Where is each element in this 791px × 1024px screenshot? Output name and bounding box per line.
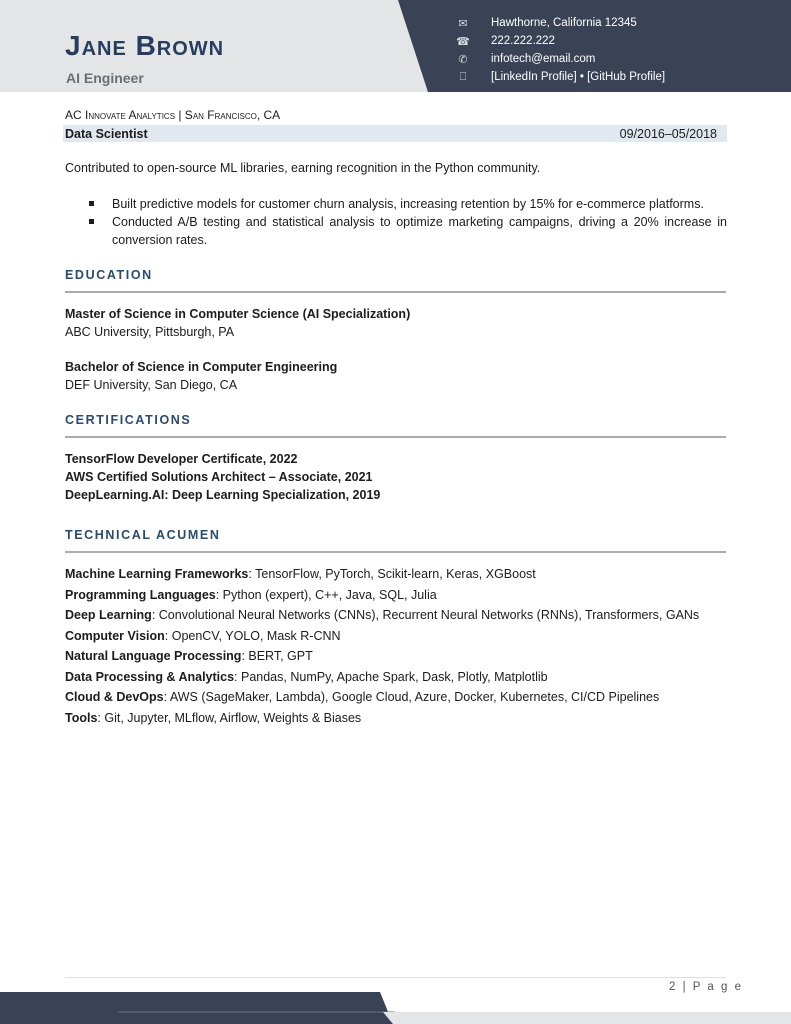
bullet-square-icon bbox=[89, 201, 94, 206]
contact-text: [LinkedIn Profile] • [GitHub Profile] bbox=[491, 71, 666, 83]
job-title: Data Scientist bbox=[65, 126, 148, 141]
contact-row bbox=[454, 14, 665, 32]
contact-row bbox=[454, 68, 665, 86]
skill-label: Data Processing & Analytics bbox=[65, 669, 235, 684]
skill-value: : BERT, GPT bbox=[241, 649, 313, 663]
certification: AWS Certified Solutions Architect – Associate, 2021 bbox=[65, 470, 373, 484]
school: DEF University, San Diego, CA bbox=[65, 378, 238, 392]
skill-value: : OpenCV, YOLO, Mask R-CNN bbox=[164, 628, 341, 643]
company-line: AC Innovate Analytics | San Francisco, CA bbox=[65, 108, 281, 122]
education-divider bbox=[65, 291, 726, 293]
page-number: 2 | P a g e bbox=[669, 981, 744, 993]
education-heading: EDUCATION bbox=[65, 268, 153, 282]
school: ABC University, Pittsburgh, PA bbox=[65, 325, 235, 339]
skill-value: : AWS (SageMaker, Lambda), Google Cloud, Azure, Docker, Kubernetes, CI/CD Pipelines bbox=[163, 690, 660, 704]
laptop-icon: ⎕ bbox=[459, 70, 467, 83]
skill-value: : Convolutional Neural Networks (CNNs), Recurrent Neural Networks (RNNs), Transformers, GANs bbox=[151, 608, 700, 622]
skill-line bbox=[65, 647, 699, 668]
certification: TensorFlow Developer Certificate, 2022 bbox=[65, 452, 298, 466]
job-title-bar bbox=[63, 125, 727, 142]
certifications-heading: CERTIFICATIONS bbox=[65, 413, 192, 427]
skill-label: Programming Languages bbox=[65, 587, 216, 602]
phone-icon: ☎ bbox=[456, 35, 470, 48]
address-icon: ✉ bbox=[458, 17, 468, 30]
contact-text: Hawthorne, California 12345 bbox=[491, 17, 637, 29]
degree: Master of Science in Computer Science (AI Specialization) bbox=[65, 307, 411, 321]
skills-divider bbox=[65, 551, 726, 553]
skill-label: Natural Language Processing bbox=[65, 649, 242, 663]
skill-label: Tools bbox=[65, 710, 98, 725]
bullet-text: Built predictive models for customer churn analysis, increasing retention by 15% for e-commerce platforms. bbox=[112, 197, 704, 211]
contact-row bbox=[454, 50, 665, 68]
job-bullet bbox=[65, 195, 727, 213]
certifications-divider bbox=[65, 436, 726, 438]
footer-band bbox=[0, 992, 791, 1024]
email-icon: ✆ bbox=[458, 53, 468, 66]
bullet-text: Conducted A/B testing and statistical analysis to optimize marketing campaigns, driving a 20% increase in conversion rates. bbox=[112, 215, 727, 247]
skill-line bbox=[65, 688, 699, 709]
degree: Bachelor of Science in Computer Engineering bbox=[65, 360, 338, 374]
skill-line bbox=[65, 627, 699, 648]
education-entry bbox=[65, 305, 410, 341]
job-bullets bbox=[65, 195, 727, 249]
skill-line bbox=[65, 709, 699, 730]
contact-text: 222.222.222 bbox=[491, 35, 555, 47]
skill-line bbox=[65, 565, 699, 586]
contact-row bbox=[454, 32, 665, 50]
job-dates: 09/2016–05/2018 bbox=[619, 126, 717, 141]
contact-text: infotech@email.com bbox=[491, 53, 596, 65]
skill-value: : TensorFlow, PyTorch, Scikit-learn, Keras, XGBoost bbox=[248, 567, 536, 581]
education-entry bbox=[65, 358, 337, 394]
job-bullet bbox=[65, 213, 727, 249]
skill-line bbox=[65, 586, 699, 607]
skill-label: Machine Learning Frameworks bbox=[65, 567, 249, 581]
contact-info bbox=[454, 14, 665, 86]
footer-divider bbox=[65, 977, 726, 978]
candidate-name: Jane Brown bbox=[65, 30, 225, 61]
skill-line bbox=[65, 606, 699, 627]
candidate-title: AI Engineer bbox=[66, 70, 144, 86]
skill-label: Deep Learning bbox=[65, 608, 152, 622]
skill-value: : Pandas, NumPy, Apache Spark, Dask, Plotly, Matplotlib bbox=[234, 669, 548, 684]
skill-value: : Git, Jupyter, MLflow, Airflow, Weights & Biases bbox=[97, 710, 362, 725]
skill-label: Cloud & DevOps bbox=[65, 690, 164, 704]
bullet-square-icon bbox=[89, 219, 94, 224]
certifications-list bbox=[65, 450, 380, 504]
skills-list bbox=[65, 565, 699, 729]
skill-label: Computer Vision bbox=[65, 628, 165, 643]
skill-line bbox=[65, 668, 699, 689]
certification: DeepLearning.AI: Deep Learning Specialization, 2019 bbox=[65, 488, 381, 502]
skill-value: : Python (expert), C++, Java, SQL, Julia bbox=[215, 587, 437, 602]
skills-heading: TECHNICAL ACUMEN bbox=[65, 528, 221, 542]
job-summary: Contributed to open-source ML libraries, earning recognition in the Python community. bbox=[65, 161, 541, 175]
